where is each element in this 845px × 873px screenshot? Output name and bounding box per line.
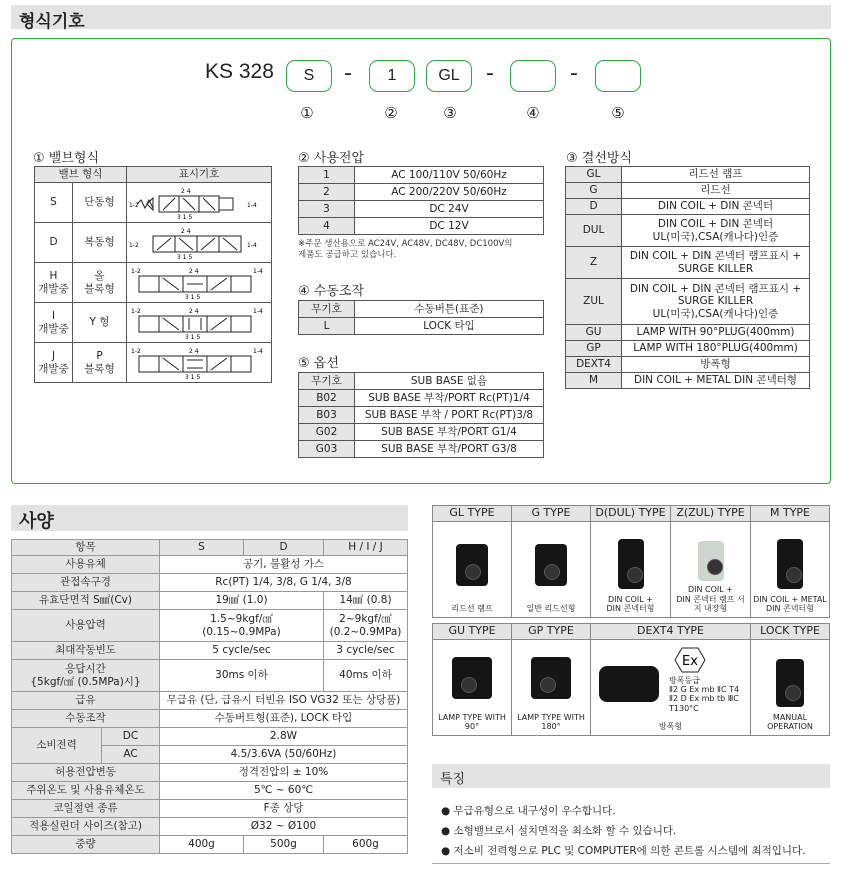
valve-kind: 복동형 (73, 223, 127, 263)
type-head: G TYPE (512, 506, 591, 522)
spec-key: 급유 (12, 692, 160, 710)
valve-symbol-s (127, 183, 272, 223)
spec-key: 중량 (12, 836, 160, 854)
wiring-code: ZUL (566, 279, 622, 325)
ex-label: Ex (682, 654, 698, 669)
section-title: 특징 (440, 772, 466, 787)
voltage-code: 1 (299, 167, 355, 184)
circled-number: ② (384, 104, 398, 122)
option-value: SUB BASE 부착/PORT G3/8 (355, 441, 544, 458)
option-code: G02 (299, 424, 355, 441)
metal-din-connector-icon (777, 539, 803, 589)
option-code: B02 (299, 390, 355, 407)
valve-symbol-h (127, 263, 272, 303)
port-label: 3 1 5 (185, 373, 201, 380)
spec-value: 2~9kgf/㎠ (0.2~0.9MPa) (324, 610, 408, 642)
type-caption: LAMP TYPE WITH 180° (517, 712, 585, 731)
feature-item: ● 무급유형으로 내구성이 우수합니다. (441, 805, 616, 817)
circled-number: ③ (443, 104, 457, 122)
spec-value: 4.5/3.6VA (50/60Hz) (160, 746, 408, 764)
spec-key: 사용압력 (12, 610, 160, 642)
port-label: 1-2 (129, 241, 139, 249)
port-label: 2 4 (189, 267, 199, 275)
wiring-code: GP (566, 341, 622, 357)
types-row1 (432, 505, 830, 618)
dash: - (570, 61, 578, 86)
section-header-features (432, 764, 830, 788)
port-label: 2 4 (181, 227, 191, 235)
voltage-value: DC 24V (355, 201, 544, 218)
type-caption: LAMP TYPE WITH 90° (438, 712, 506, 731)
option-title: ⑤ 옵션 (298, 356, 339, 371)
valve-symbol-i (127, 303, 272, 343)
spec-value: 정격전압의 ± 10% (160, 764, 408, 782)
feature-item: ● 소형밸브로서 설치면적을 최소화 할 수 있습니다. (441, 825, 677, 837)
lamp-90-coil-icon (452, 657, 492, 699)
wiring-code: GU (566, 325, 622, 341)
spec-key: 허용전압변동 (12, 764, 160, 782)
dash: - (486, 61, 494, 86)
port-label: 1-2 (131, 347, 141, 355)
spec-head: D (244, 540, 324, 556)
manual-value: 수동버튼(표준) (355, 301, 544, 318)
wiring-code: DUL (566, 215, 622, 247)
type-cell (512, 640, 591, 736)
spec-key: 소비전력 (12, 728, 102, 764)
spec-value: 600g (324, 836, 408, 854)
spec-subkey: AC (102, 746, 160, 764)
spec-key: 수동조작 (12, 710, 160, 728)
spec-key: 코일절연 종류 (12, 800, 160, 818)
port-label: 1-4 (247, 241, 257, 249)
spec-value: 무급유 (단, 급유시 터빈유 ISO VG32 또는 상당품) (160, 692, 408, 710)
type-head: GP TYPE (512, 624, 591, 640)
option-code: 무기호 (299, 373, 355, 390)
spec-value: Rc(PT) 1/4, 3/8, G 1/4, 3/8 (160, 574, 408, 592)
spec-value: 40ms 이하 (324, 660, 408, 692)
port-label: 1-4 (253, 347, 263, 355)
option-box-5 (595, 60, 641, 92)
type-head: Z(ZUL) TYPE (671, 506, 751, 522)
port-label: 2 4 (189, 347, 199, 355)
type-head: GU TYPE (433, 624, 512, 640)
spec-value: 2.8W (160, 728, 408, 746)
type-caption: DIN COIL + METAL DIN 콘넥터형 (753, 594, 827, 613)
ex-rating-note: 방폭등급 Ⅱ2 G Ex mb ⅡC T4 Ⅱ2 D Ex mb tb ⅢC T130°C (669, 676, 740, 713)
wiring-desc: 방폭형 (622, 357, 810, 373)
features-rule (432, 788, 830, 864)
spec-value: 19㎟ (1.0) (160, 592, 324, 610)
types-row2 (432, 623, 830, 736)
circled-number: ④ (526, 104, 540, 122)
wiring-desc: LAMP WITH 180°PLUG(400mm) (622, 341, 810, 357)
solenoid-coil-icon (535, 544, 567, 586)
manual-code: 무기호 (299, 301, 355, 318)
ex-mark-icon (673, 646, 707, 674)
spec-key: 적용실린더 사이즈(참고) (12, 818, 160, 836)
option-box-2: 1 (369, 60, 415, 92)
manual-title: ④ 수동조작 (298, 284, 365, 299)
feature-text: 무급유형으로 내구성이 우수합니다. (453, 805, 616, 817)
spec-value: 수동버트형(표준), LOCK 타입 (160, 710, 408, 728)
circled-number: ① (300, 104, 314, 122)
type-head: M TYPE (751, 506, 830, 522)
model-prefix: KS 328 (205, 60, 274, 83)
valve-code: H 개발중 (35, 263, 73, 303)
type-head: D(DUL) TYPE (591, 506, 671, 522)
wiring-desc: DIN COIL + DIN 콘넥터 UL(미국),CSA(캐나다)인증 (622, 215, 810, 247)
valve-code: D (35, 223, 73, 263)
valve-code: J 개발중 (35, 343, 73, 383)
type-caption: 일반 리드선형 (526, 603, 576, 613)
port-label: 1-4 (247, 201, 257, 209)
type-cell (751, 522, 830, 618)
port-label: 2 4 (189, 307, 199, 315)
option-value: SUB BASE 부착 / PORT Rc(PT)3/8 (355, 407, 544, 424)
spec-subkey: DC (102, 728, 160, 746)
wiring-code: G (566, 183, 622, 199)
type-cell (591, 640, 751, 736)
wiring-code: D (566, 199, 622, 215)
spec-value: 500g (244, 836, 324, 854)
port-label: 3 1 5 (185, 293, 201, 300)
wiring-table (565, 166, 810, 389)
spec-value: 5℃ ~ 60℃ (160, 782, 408, 800)
circled-number: ⑤ (611, 104, 625, 122)
port-label: 1-4 (253, 267, 263, 275)
din-connector-icon (618, 539, 644, 589)
valve-symbol-j (127, 343, 272, 383)
voltage-note: ※주문 생산용으로 AC24V, AC48V, DC48V, DC100V의 제품도 공급하고 있습니다. (298, 239, 513, 261)
section-header-spec (11, 505, 408, 531)
voltage-title: ② 사용전압 (298, 151, 365, 166)
spec-key: 사용유체 (12, 556, 160, 574)
type-cell (433, 640, 512, 736)
wiring-desc: DIN COIL + DIN 콘넥터 램프표시 + SURGE KILLER UL(미국),CSA(캐나다)인증 (622, 279, 810, 325)
spec-value: F종 상당 (160, 800, 408, 818)
voltage-value: DC 12V (355, 218, 544, 235)
valve-code: S (35, 183, 73, 223)
option-code: G03 (299, 441, 355, 458)
spec-value: 1.5~9kgf/㎠ (0.15~0.9MPa) (160, 610, 324, 642)
spec-value: 400g (160, 836, 244, 854)
spec-table (11, 539, 408, 854)
voltage-value: AC 200/220V 50/60Hz (355, 184, 544, 201)
type-head: LOCK TYPE (751, 624, 830, 640)
voltage-code: 4 (299, 218, 355, 235)
voltage-table (298, 166, 544, 235)
option-box-1: S (286, 60, 332, 92)
option-value: SUB BASE 부착/PORT Rc(PT)1/4 (355, 390, 544, 407)
type-head: DEXT4 TYPE (591, 624, 751, 640)
type-caption: 방폭형 (658, 721, 683, 731)
port-label: 1-2 (131, 267, 141, 275)
solenoid-coil-icon (456, 544, 488, 586)
type-cell (671, 522, 751, 618)
spec-value: 30ms 이하 (160, 660, 324, 692)
port-label: 1-4 (253, 307, 263, 315)
spec-key: 주위온도 및 사용유체온도 (12, 782, 160, 800)
valve-kind: 올 블록형 (73, 263, 127, 303)
section-title: 형식기호 (19, 12, 85, 32)
type-caption: 리드선 램프 (451, 603, 493, 613)
section-title: 사양 (19, 511, 54, 532)
dash: - (344, 61, 352, 86)
spec-key: 응답시간 {5kgf/㎠ (0.5MPa)시} (12, 660, 160, 692)
option-code: B03 (299, 407, 355, 424)
valve-code: I 개발중 (35, 303, 73, 343)
lock-operator-icon (776, 659, 804, 707)
spec-value: 3 cycle/sec (324, 642, 408, 660)
option-value: SUB BASE 없음 (355, 373, 544, 390)
feature-text: 저소비 전력형으로 PLC 및 COMPUTER에 의한 콘트롤 시스템에 최적입니다. (453, 845, 806, 857)
explosion-proof-coil-icon (599, 666, 659, 702)
valve-kind: P 블록형 (73, 343, 127, 383)
type-head: GL TYPE (433, 506, 512, 522)
spec-value: 5 cycle/sec (160, 642, 324, 660)
type-cell (512, 522, 591, 618)
wiring-desc: DIN COIL + METAL DIN 콘넥터형 (622, 373, 810, 389)
wiring-desc: DIN COIL + DIN 콘넥터 램프표시 + SURGE KILLER (622, 247, 810, 279)
section-header-model (11, 5, 831, 32)
wiring-code: DEXT4 (566, 357, 622, 373)
spec-key: 최대작동빈도 (12, 642, 160, 660)
spec-key: 관접속구경 (12, 574, 160, 592)
spec-head: 항목 (12, 540, 160, 556)
wiring-code: M (566, 373, 622, 389)
col-head: 밸브 형식 (35, 167, 127, 183)
port-label: 1-2 (131, 307, 141, 315)
feature-text: 소형밸브로서 설치면적을 최소화 할 수 있습니다. (453, 825, 677, 837)
col-head: 표시기호 (127, 167, 272, 183)
spec-head: S (160, 540, 244, 556)
valve-kind: Y 형 (73, 303, 127, 343)
option-table (298, 372, 544, 458)
manual-table (298, 300, 544, 335)
spec-value: 공기, 불활성 가스 (160, 556, 408, 574)
wiring-desc: 리드선 램프 (622, 167, 810, 183)
feature-item: ● 저소비 전력형으로 PLC 및 COMPUTER에 의한 콘트롤 시스템에 최적입니다. (441, 845, 806, 857)
type-cell (751, 640, 830, 736)
wiring-title: ③ 결선방식 (566, 151, 633, 166)
option-box-3: GL (426, 60, 472, 92)
spec-value: 14㎟ (0.8) (324, 592, 408, 610)
spec-key: 유효단면적 S㎟(Cv) (12, 592, 160, 610)
wiring-desc: DIN COIL + DIN 콘넥터 (622, 199, 810, 215)
option-value: SUB BASE 부착/PORT G1/4 (355, 424, 544, 441)
valve-title: ① 밸브형식 (33, 151, 100, 166)
port-label: 1-2 (129, 201, 139, 209)
voltage-code: 3 (299, 201, 355, 218)
type-caption: DIN COIL + DIN 콘넥터형 (606, 594, 655, 613)
voltage-value: AC 100/110V 50/60Hz (355, 167, 544, 184)
wiring-desc: LAMP WITH 90°PLUG(400mm) (622, 325, 810, 341)
port-label: 2 4 (181, 187, 191, 195)
manual-code: L (299, 318, 355, 335)
type-caption: DIN COIL + DIN 콘넥터 램프 서 지 내장형 (676, 585, 745, 613)
wiring-code: Z (566, 247, 622, 279)
wiring-code: GL (566, 167, 622, 183)
port-label: 3 1 5 (177, 213, 193, 220)
valve-symbol-d (127, 223, 272, 263)
port-label: 3 1 5 (185, 333, 201, 340)
wiring-desc: 리드선 (622, 183, 810, 199)
type-cell (591, 522, 671, 618)
spec-value: Ø32 ~ Ø100 (160, 818, 408, 836)
voltage-code: 2 (299, 184, 355, 201)
valve-kind: 단동형 (73, 183, 127, 223)
option-box-4 (510, 60, 556, 92)
type-caption: MANUAL OPERATION (767, 712, 813, 731)
spec-head: H / I / J (324, 540, 408, 556)
din-lamp-connector-icon (698, 541, 724, 581)
port-label: 3 1 5 (177, 253, 193, 260)
valve-table (34, 166, 272, 383)
type-cell (433, 522, 512, 618)
manual-value: LOCK 타입 (355, 318, 544, 335)
lamp-180-coil-icon (531, 657, 571, 699)
